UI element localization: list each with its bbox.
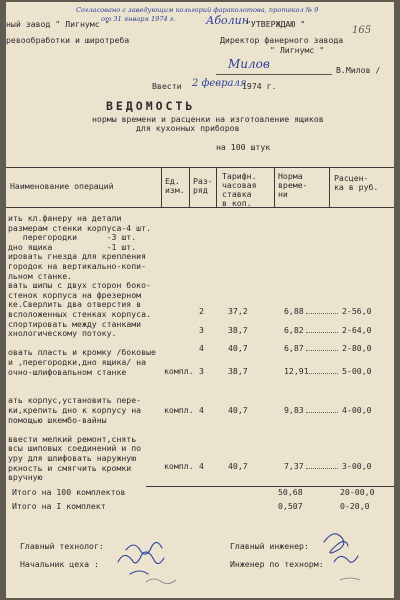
document-subtitle-2: для кухонных приборов (136, 123, 240, 133)
row-norm: 6,82 (284, 325, 304, 335)
pencil-mark (146, 579, 176, 584)
handwritten-page-number: 165 (352, 25, 372, 36)
operation-line: вручную (8, 472, 43, 483)
operation-line: льном станке. (8, 270, 73, 281)
row-rate: 40,7 (228, 461, 248, 471)
header-time-norm: Норма време- ни (278, 171, 308, 199)
signature-shop-head-underline (130, 571, 148, 574)
factory-name-left: ный завод " Лигнумс " (6, 19, 110, 29)
row-price: 5-00,0 (342, 366, 372, 376)
total-100-norm: 50,68 (278, 487, 303, 497)
row-rank: 2 (199, 306, 204, 316)
handwritten-approval-note: Согласовано с заведующим кольгорий фараколотова, протокол № 9 (76, 6, 319, 14)
document-subtitle-1: нормы времени и расценки на изготовление ящиков (92, 114, 324, 124)
row-price: 2-80,0 (342, 343, 372, 353)
document-page (6, 2, 394, 598)
row-rate: 40,7 (228, 343, 248, 353)
operation-line: хнологическому потоку. (8, 328, 117, 339)
director-org: " Лигнумс " (270, 45, 325, 55)
row-rank: 4 (199, 405, 204, 415)
operation-line: перегородки -3 шт. (8, 232, 137, 243)
operation-line: помощью шкембо-вайны (8, 414, 107, 425)
operation-line: уру для шлифовать наружную (8, 453, 137, 463)
row-rank: 3 (199, 366, 204, 376)
operation-line: городок на вертикально-копи- (8, 261, 147, 271)
operation-line: ить кл.фанеру на детали (8, 213, 122, 223)
chief-technologist-label: Главный технолог: (20, 541, 104, 551)
signature-shop-head (118, 552, 164, 564)
total-1-label: Итого на I комплект (12, 501, 106, 511)
row-rank: 4 (199, 343, 204, 353)
header-unit: Ед. изм. (165, 176, 185, 195)
handwritten-signatures (6, 2, 394, 598)
handwritten-approval-date: от 31 января 1974 г. (101, 15, 176, 23)
row-price: 4-00,0 (342, 405, 372, 415)
effective-year: 1974 г. (242, 81, 277, 91)
director-title: Директор фанерного завода (220, 35, 344, 45)
row-price: 2-64,0 (342, 325, 372, 335)
director-name: В.Милов / (336, 65, 381, 75)
row-unit: компл. (164, 461, 194, 471)
handwritten-signature-top: Аболин (206, 14, 250, 27)
operation-line: ать корпус,установить пере- (8, 395, 142, 406)
operation-line: всы шиповых соединений и по (8, 443, 142, 454)
total-1-price: 0-20,0 (340, 501, 370, 511)
norm-engineer-label: Инженер по технорм: (230, 559, 324, 569)
header-price: Расцен- ка в руб. (334, 173, 379, 192)
row-rank: 4 (199, 461, 204, 471)
row-norm: 6,87 (284, 343, 304, 353)
row-unit: компл. (164, 405, 194, 415)
pencil-mark (340, 578, 360, 580)
row-unit: компл. (164, 366, 194, 376)
header-tariff-rate: Тарифн. часовая ставка в коп. (222, 171, 257, 208)
operation-line: спортировать между станками (8, 318, 142, 329)
department-name: ревообработки и широтреба (6, 35, 130, 45)
row-rate: 38,7 (228, 325, 248, 335)
chief-engineer-label: Главный инженер: (230, 541, 309, 551)
row-rate: 40,7 (228, 405, 248, 415)
operation-line: овать пласть и кромку /боковые (8, 347, 156, 358)
row-rate: 37,2 (228, 306, 248, 316)
operation-line: ввести мелкий ремонт,снять (8, 433, 137, 444)
row-norm: 9,83 (284, 405, 304, 415)
operation-line: вать шипы с двух сторон боко- (8, 280, 151, 291)
row-price: 2-56,0 (342, 306, 372, 316)
operation-line: ки,крепить дно к корпусу на (8, 405, 142, 415)
row-rate: 38,7 (228, 366, 248, 376)
document-title: ВЕДОМОСТЬ (106, 99, 196, 113)
header-operation: Наименование операций (10, 181, 114, 191)
operation-line: размерам стенки корпуса-4 шт. (8, 222, 151, 233)
row-norm: 12,91 (284, 366, 309, 376)
operation-line: всположенных стенках корпуса. (8, 309, 151, 319)
operation-line: стенок корпуса на фрезерном (8, 289, 142, 300)
operation-line: ркность и смягчить кромки (8, 462, 132, 473)
signature-norm-engineer (334, 556, 358, 562)
operation-line: ке.Сверлить два отверстия в (8, 299, 142, 310)
row-rank: 3 (199, 325, 204, 335)
row-norm: 7,37 (284, 461, 304, 471)
operation-line: и ,перегородки,дно ящика/ на (8, 357, 147, 367)
approval-heading: "УТВЕРЖДАЮ " (246, 19, 306, 29)
operation-line: ировать гнезда для крепления (8, 251, 147, 262)
row-price: 3-00,0 (342, 461, 372, 471)
signature-chief-engineer (324, 534, 348, 553)
director-signature: Милов (228, 57, 270, 71)
operation-line: дно ящика -1 шт. (8, 241, 137, 252)
total-1-norm: 0,507 (278, 501, 303, 511)
handwritten-effective-date: 2 февраля (192, 78, 247, 89)
shop-head-label: Начальник цеха : (20, 559, 99, 569)
effective-label: Ввести (152, 81, 182, 91)
operation-line: очно-шлифовальном станке (8, 366, 127, 377)
total-100-price: 20-00,0 (340, 487, 375, 497)
total-100-label: Итого на 100 комплектов (12, 487, 126, 497)
quantity-basis: на 100 штук (216, 142, 271, 152)
row-norm: 6,88 (284, 306, 304, 316)
header-rank: Раз- ряд (193, 176, 213, 195)
